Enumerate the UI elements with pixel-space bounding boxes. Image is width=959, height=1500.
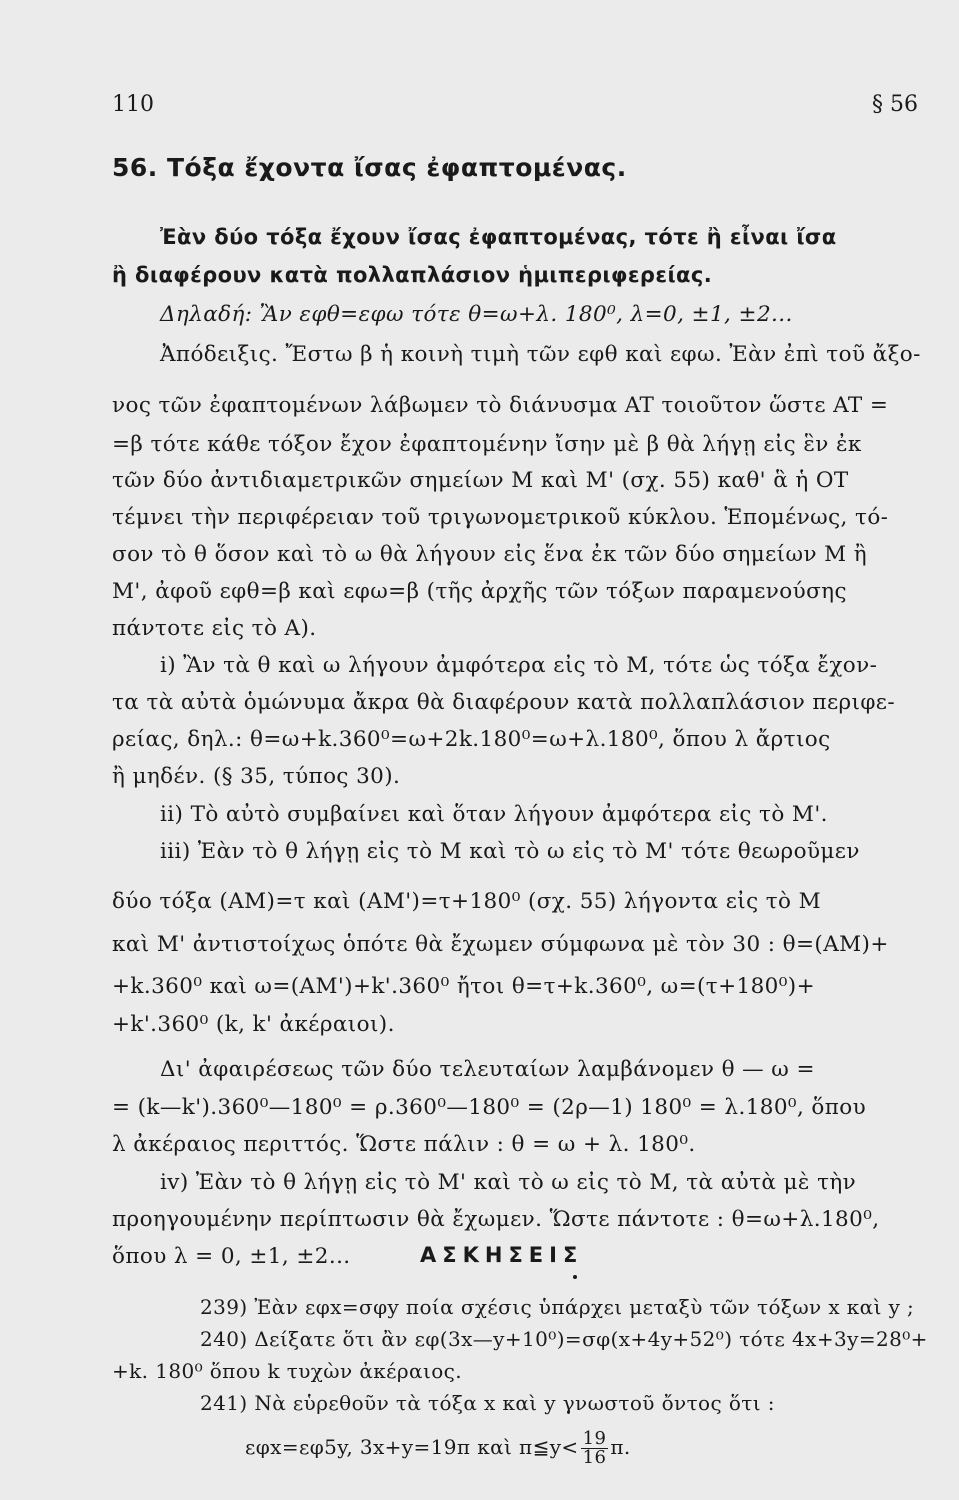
case-i-line: τα τὰ αὐτὰ ὁμώνυμα ἄκρα θὰ διαφέρουν κατὰ πολλαπλάσιον περιφε- — [112, 690, 896, 715]
proof-line: τῶν δύο ἀντιδιαμετρικῶν σημείων M καὶ M' (σχ. 55) καθ' ἃ ἡ OT — [112, 468, 849, 493]
case-iii-line: καὶ M' ἀντιστοίχως ὁπότε θὰ ἔχωμεν σύμφωνα μὲ τὸν 30 : θ=(AM)+ — [112, 932, 889, 957]
theorem-line: Ἐὰν δύο τόξα ἔχουν ἴσας ἐφαπτομένας, τότε ἢ εἶναι ἴσα — [160, 225, 837, 249]
exercises-heading: ΑΣΚΗΣΕΙΣ — [420, 1243, 584, 1267]
case-iii-line: δύο τόξα (AM)=τ καὶ (AM')=τ+180⁰ (σχ. 55) λήγοντα εἰς τὸ M — [112, 889, 822, 914]
proof-line: νος τῶν ἐφαπτομένων λάβωμεν τὸ διάνυσμα AT τοιοῦτον ὥστε AT = — [112, 393, 889, 418]
proof-line: τέμνει τὴν περιφέρειαν τοῦ τριγωνομετρικοῦ κύκλου. Ἑπομένως, τό- — [112, 505, 889, 530]
exercise-line: 240) Δείξατε ὅτι ἂν εφ(3x—y+10⁰)=σφ(x+4y+52⁰) τότε 4x+3y=28⁰+ — [200, 1327, 928, 1351]
proof-line: M', ἀφοῦ εφθ=β καὶ εφω=β (τῆς ἀρχῆς τῶν τόξων παραμενούσης — [112, 579, 847, 604]
case-iii-line: λ ἀκέραιος περιττός. Ὥστε πάλιν : θ = ω + λ. 180⁰. — [112, 1132, 696, 1157]
condition-text: εφx=εφ5y, 3x+y=19π καὶ π≦y< — [245, 1435, 579, 1459]
fraction-numerator: 19 — [582, 1428, 607, 1449]
exercise-line: 239) Ἐὰν εφx=σφy ποία σχέσις ὑπάρχει μεταξὺ τῶν τόξων x καὶ y ; — [200, 1295, 915, 1319]
case-i-line: i) Ἂν τὰ θ καὶ ω λήγουν ἀμφότερα εἰς τὸ M, τότε ὡς τόξα ἔχον- — [160, 653, 878, 678]
case-iv-line: προηγουμένην περίπτωσιν θὰ ἔχωμεν. Ὥστε πάντοτε : θ=ω+λ.180⁰, — [112, 1207, 880, 1232]
exercise-line: 241) Νὰ εὑρεθοῦν τὰ τόξα x καὶ y γνωστοῦ ὄντος ὅτι : — [200, 1391, 775, 1415]
section-title: 56. Τόξα ἔχοντα ἴσας ἐφαπτομένας. — [112, 153, 627, 182]
case-i-line: ρείας, δηλ.: θ=ω+k.360⁰=ω+2k.180⁰=ω+λ.180⁰, ὅπου λ ἄρτιος — [112, 727, 831, 752]
fraction — [581, 1430, 609, 1467]
case-iv-line: ὅπου λ = 0, ±1, ±2... — [112, 1244, 351, 1269]
fraction-denominator: 16 — [582, 1447, 607, 1468]
theorem-line: ἢ διαφέρουν κατὰ πολλαπλάσιον ἡμιπεριφερείας. — [112, 263, 713, 287]
section-reference: § 56 — [872, 92, 918, 117]
case-iii-line: +k'.360⁰ (k, k' ἀκέραιοι). — [112, 1012, 395, 1037]
exercise-line: +k. 180⁰ ὅπου k τυχὼν ἀκέραιος. — [112, 1359, 462, 1383]
condition-tail: π. — [610, 1435, 631, 1459]
case-i-line: ἢ μηδέν. (§ 35, τύπος 30). — [112, 764, 401, 789]
proof-line: Ἀπόδειξις. Ἔστω β ἡ κοινὴ τιμὴ τῶν εφθ καὶ εφω. Ἐὰν ἐπὶ τοῦ ἄξο- — [160, 342, 921, 367]
page-number: 110 — [112, 92, 154, 117]
case-iii-line: iii) Ἐὰν τὸ θ λήγῃ εἰς τὸ M καὶ τὸ ω εἰς τὸ M' τότε θεωροῦμεν — [160, 839, 860, 864]
case-iv-line: iv) Ἐὰν τὸ θ λήγῃ εἰς τὸ M' καὶ τὸ ω εἰς τὸ M, τὰ αὐτὰ μὲ τὴν — [160, 1170, 857, 1195]
case-ii-line: ii) Τὸ αὐτὸ συμβαίνει καὶ ὅταν λήγουν ἀμφότερα εἰς τὸ M'. — [160, 802, 828, 827]
proof-line: πάντοτε εἰς τὸ A). — [112, 616, 317, 641]
statement-line: Δηλαδή: Ἂν εφθ=εφω τότε θ=ω+λ. 180⁰, λ=0, ±1, ±2... — [160, 302, 793, 327]
dot-mark — [573, 1275, 577, 1279]
proof-line: σον τὸ θ ὅσον καὶ τὸ ω θὰ λήγουν εἰς ἕνα ἐκ τῶν δύο σημείων M ἢ — [112, 542, 868, 567]
case-iii-line: = (k—k').360⁰—180⁰ = ρ.360⁰—180⁰ = (2ρ—1) 180⁰ = λ.180⁰, ὅπου — [112, 1095, 867, 1120]
case-iii-line: +k.360⁰ καὶ ω=(AM')+k'.360⁰ ἤτοι θ=τ+k.360⁰, ω=(τ+180⁰)+ — [112, 974, 815, 999]
proof-line: =β τότε κάθε τόξον ἔχον ἐφαπτομένην ἴσην μὲ β θὰ λήγῃ εἰς ἓν ἐκ — [112, 432, 862, 457]
case-iii-line: Δι' ἀφαιρέσεως τῶν δύο τελευταίων λαμβάνομεν θ — ω = — [160, 1057, 815, 1082]
final-condition — [245, 1430, 905, 1467]
